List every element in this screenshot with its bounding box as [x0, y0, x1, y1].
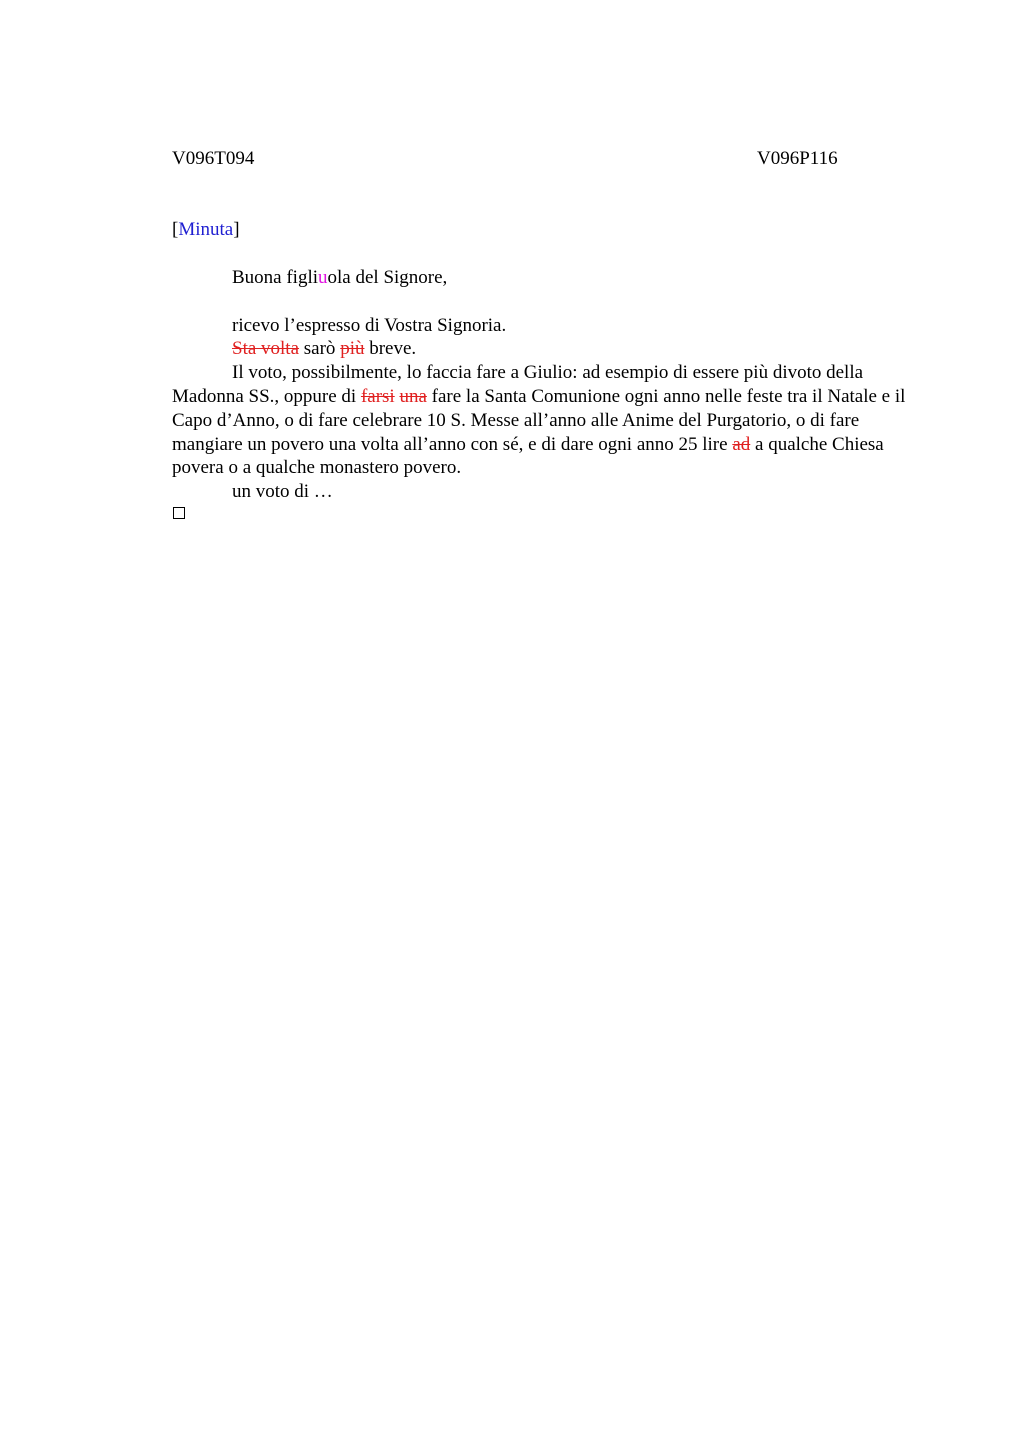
- text-span: a qualche Chiesa povera o a qualche monastero povero.: [172, 433, 884, 479]
- inserted-letter: u: [318, 267, 328, 288]
- deleted-text: ad: [732, 433, 751, 455]
- minuta-label: Minuta: [178, 219, 234, 240]
- deleted-text: Sta volta: [232, 338, 300, 360]
- paragraph-voto: [172, 361, 932, 480]
- deleted-text: più: [340, 338, 365, 360]
- salutation: [172, 266, 932, 290]
- deleted-text: una: [399, 385, 427, 407]
- open-bracket: [: [172, 219, 179, 240]
- deleted-text: farsi: [360, 385, 395, 407]
- line-unvoto: un voto di …: [232, 481, 333, 503]
- minuta-note: [172, 218, 240, 242]
- blank-line: [172, 290, 932, 314]
- line-breve: [172, 337, 932, 361]
- salutation-text-end: ola del Signore,: [327, 267, 448, 288]
- text-span: sarò: [299, 338, 341, 360]
- text-span: breve.: [364, 338, 417, 360]
- line-ricevo: ricevo l’espresso di Vostra Signoria.: [232, 314, 507, 336]
- letter-body: [172, 266, 932, 504]
- close-bracket: ]: [233, 219, 240, 240]
- salutation-text-start: Buona figli: [232, 267, 319, 288]
- document-code-right: V096P116: [757, 148, 838, 169]
- text-span: Il voto, possibilmente, lo faccia fare a Giulio: ad esempio di essere più divoto della Madonna SS., oppure di: [172, 362, 864, 407]
- document-code-left: V096T094: [172, 148, 255, 169]
- end-box-mark: [173, 507, 185, 519]
- text-span: fare la Santa Comunione ogni anno nelle feste tra il Natale e il Capo d’Anno, o di fare celebrare 10 S. Messe all’anno alle Anime del Purgatorio, o di fare mangiare un povero una volta all’anno con sé, e di dare ogni anno 25 lire: [172, 385, 906, 455]
